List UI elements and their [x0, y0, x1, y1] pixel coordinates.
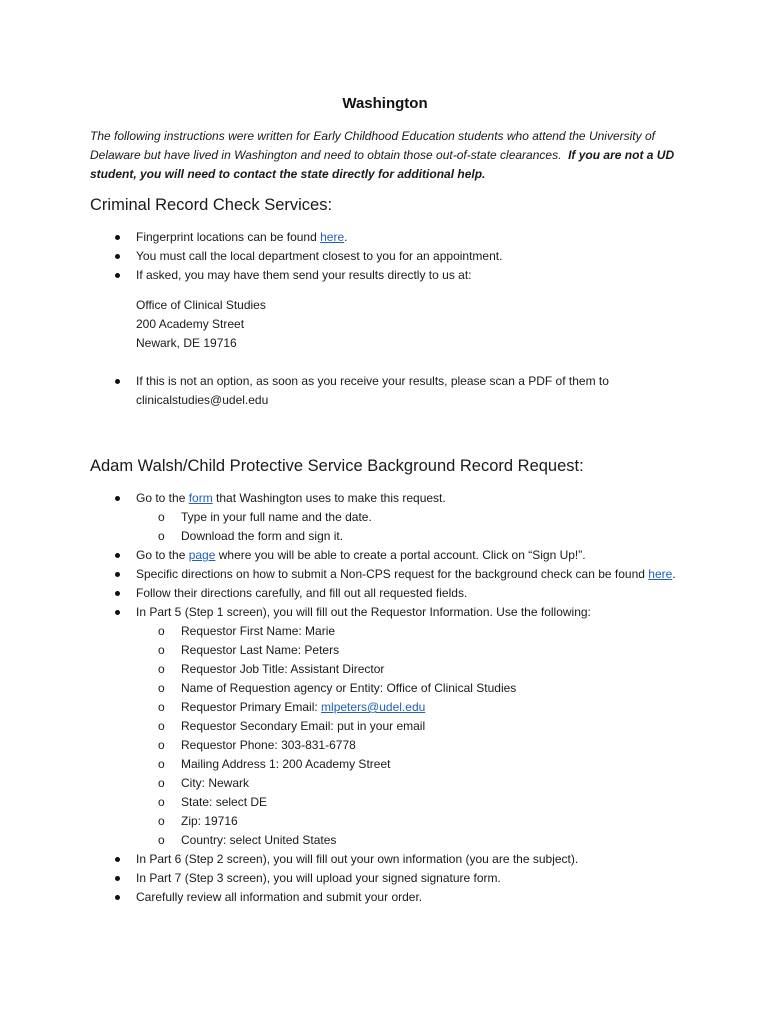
- item-text: .: [672, 567, 676, 581]
- sub-list-item: o Download the form and sign it.: [90, 527, 690, 546]
- mailing-address: [136, 296, 266, 353]
- sub-list-item: o Requestor Job Title: Assistant Director: [90, 660, 690, 679]
- item-text: .: [344, 230, 348, 244]
- list-item: Follow their directions carefully, and fill out all requested fields.: [90, 584, 690, 603]
- item-text: Go to the: [136, 548, 189, 562]
- sub-list-item: o Requestor Last Name: Peters: [90, 641, 690, 660]
- non-cps-here-link[interactable]: here: [648, 567, 673, 581]
- adam-walsh-heading: Adam Walsh/Child Protective Service Background Record Request:: [90, 457, 584, 475]
- sub-list-item: o Requestor Secondary Email: put in your email: [90, 717, 690, 736]
- list-item: [90, 489, 690, 508]
- intro-italic: The following instructions were written for Early Childhood Education students who attend the University of Delaware but have lived in Washington and need to obtain those out-of-state clearances.: [90, 129, 655, 162]
- sub-list-item: [90, 698, 690, 717]
- fingerprint-here-link[interactable]: here: [320, 230, 345, 244]
- sub-list-item: o Requestor First Name: Marie: [90, 622, 690, 641]
- list-item: In Part 7 (Step 3 screen), you will upload your signed signature form.: [90, 869, 690, 888]
- address-line: Newark, DE 19716: [136, 336, 237, 350]
- list-item: [90, 228, 690, 247]
- sub-list-item: o Country: select United States: [90, 831, 690, 850]
- address-line: Office of Clinical Studies: [136, 298, 266, 312]
- criminal-list: [90, 228, 690, 285]
- sub-list-item: o City: Newark: [90, 774, 690, 793]
- page-title: Washington: [342, 95, 428, 112]
- list-item: If asked, you may have them send your results directly to us at:: [90, 266, 690, 285]
- item-text: Requestor Primary Email:: [181, 700, 322, 714]
- list-item: [90, 565, 690, 584]
- list-item: [90, 546, 690, 565]
- criminal-heading: Criminal Record Check Services:: [90, 196, 333, 214]
- list-item: If this is not an option, as soon as you receive your results, please scan a PDF of them to clinicalstudies@udel.edu: [90, 372, 636, 410]
- adam-walsh-list: [90, 489, 690, 907]
- email-link[interactable]: mlpeters@udel.edu: [321, 700, 426, 714]
- page-link[interactable]: page: [188, 548, 216, 562]
- sub-list-item: o Requestor Phone: 303-831-6778: [90, 736, 690, 755]
- intro-bold: If you are not a UD student, you will need to contact the state directly for additional help.: [90, 148, 675, 181]
- criminal-list-2: [90, 372, 690, 410]
- list-item: You must call the local department closest to you for an appointment.: [90, 247, 690, 266]
- list-item: In Part 5 (Step 1 screen), you will fill out the Requestor Information. Use the following:: [90, 603, 690, 622]
- item-text: Go to the: [136, 491, 189, 505]
- sub-list-item: o Zip: 19716: [90, 812, 690, 831]
- intro-paragraph: [90, 127, 690, 184]
- sub-list-item: o Type in your full name and the date.: [90, 508, 690, 527]
- list-item: Carefully review all information and submit your order.: [90, 888, 690, 907]
- item-text: Fingerprint locations can be found: [136, 230, 321, 244]
- sub-list-item: o State: select DE: [90, 793, 690, 812]
- address-line: 200 Academy Street: [136, 317, 245, 331]
- sub-list-item: o Mailing Address 1: 200 Academy Street: [90, 755, 690, 774]
- list-item: In Part 6 (Step 2 screen), you will fill out your own information (you are the subject).: [90, 850, 690, 869]
- item-text: where you will be able to create a portal account. Click on “Sign Up!”.: [215, 548, 586, 562]
- form-link[interactable]: form: [188, 491, 213, 505]
- sub-list-item: o Name of Requestion agency or Entity: Office of Clinical Studies: [90, 679, 690, 698]
- item-text: Specific directions on how to submit a Non-CPS request for the background check can be found: [136, 567, 649, 581]
- item-text: that Washington uses to make this request.: [212, 491, 446, 505]
